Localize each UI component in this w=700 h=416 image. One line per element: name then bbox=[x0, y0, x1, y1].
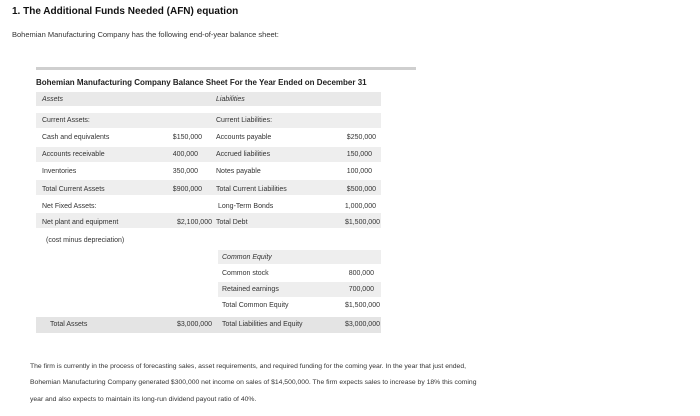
paragraph-line: The firm is currently in the process of forecasting sales, asset requirements, and required funding for the coming year. In the year that just ended, bbox=[30, 363, 466, 370]
paragraph-line: year and also expects to maintain its long-run dividend payout ratio of 40%. bbox=[30, 396, 257, 403]
liability-label: Accrued liabilities bbox=[216, 151, 271, 158]
current-liabilities-label: Current Liabilities: bbox=[216, 117, 273, 124]
equity-label: Retained earnings bbox=[222, 286, 279, 293]
liability-label: Accounts payable bbox=[216, 134, 272, 141]
liability-value: $1,500,000 bbox=[344, 219, 380, 226]
liabilities-header: Liabilities bbox=[216, 96, 245, 103]
liability-value: 150,000 bbox=[346, 151, 372, 158]
asset-label: Net Fixed Assets: bbox=[42, 203, 97, 210]
total-assets-value: $3,000,000 bbox=[176, 321, 212, 328]
equity-label: Common stock bbox=[222, 270, 269, 277]
question-title: 1. The Additional Funds Needed (AFN) equation bbox=[12, 6, 239, 17]
total-assets-label: Total Assets bbox=[50, 321, 88, 328]
liability-value: $250,000 bbox=[346, 134, 376, 141]
table-top-rule bbox=[36, 67, 416, 70]
asset-value: 350,000 bbox=[172, 168, 198, 175]
asset-value: 400,000 bbox=[172, 151, 198, 158]
asset-label: (cost minus depreciation) bbox=[46, 237, 125, 244]
asset-label: Accounts receivable bbox=[42, 151, 105, 158]
asset-value: $900,000 bbox=[172, 186, 202, 193]
liability-value: $500,000 bbox=[346, 186, 376, 193]
asset-value: $2,100,000 bbox=[176, 219, 212, 226]
equity-label: Total Common Equity bbox=[222, 302, 289, 309]
equity-value: $1,500,000 bbox=[344, 302, 380, 309]
asset-label: Net plant and equipment bbox=[42, 219, 119, 226]
liability-value: 1,000,000 bbox=[344, 203, 376, 210]
balance-sheet-title: Bohemian Manufacturing Company Balance Sheet For the Year Ended on December 31 bbox=[36, 78, 367, 87]
asset-label: Cash and equivalents bbox=[42, 134, 110, 141]
intro-text: Bohemian Manufacturing Company has the following end-of-year balance sheet: bbox=[12, 30, 279, 39]
equity-value: 700,000 bbox=[348, 286, 374, 293]
header-band bbox=[36, 92, 381, 106]
liability-value: 100,000 bbox=[346, 168, 372, 175]
liability-label: Notes payable bbox=[216, 168, 261, 175]
assets-header: Assets bbox=[42, 96, 64, 103]
paragraph-line: Bohemian Manufacturing Company generated $300,000 net income on sales of $14,500,000. The firm expects sales to increase by 18% this coming bbox=[30, 379, 477, 386]
total-liabilities-equity-label: Total Liabilities and Equity bbox=[222, 321, 303, 328]
liability-label: Long-Term Bonds bbox=[218, 203, 274, 210]
common-equity-label: Common Equity bbox=[222, 254, 272, 261]
asset-label: Total Current Assets bbox=[42, 186, 105, 193]
asset-value: $150,000 bbox=[172, 134, 202, 141]
asset-label: Inventories bbox=[42, 168, 77, 175]
current-assets-label: Current Assets: bbox=[42, 117, 90, 124]
liability-label: Total Current Liabilities bbox=[216, 186, 287, 193]
liability-label: Total Debt bbox=[216, 219, 248, 226]
equity-value: 800,000 bbox=[348, 270, 374, 277]
total-liabilities-equity-value: $3,000,000 bbox=[344, 321, 380, 328]
